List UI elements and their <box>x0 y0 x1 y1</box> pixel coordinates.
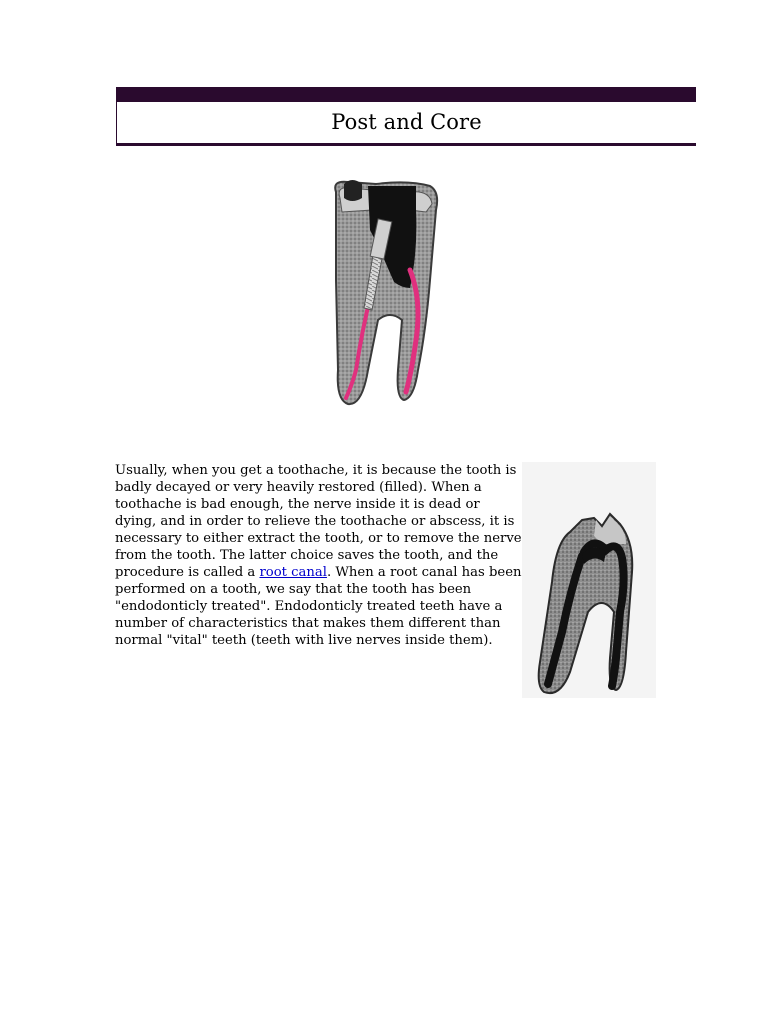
page-header <box>116 87 696 146</box>
paragraph-text-after-link: . When a root canal has been performed on a tooth, we say that the tooth has been "endodonticly treated". Endodonticly treated teeth have a number of characteristics that makes them different than normal "vital" teeth (teeth with live nerves inside them). <box>115 565 522 648</box>
body-paragraph <box>115 462 525 649</box>
tooth-nerve-cross-section-illustration <box>522 462 656 698</box>
tooth-post-core-illustration <box>318 170 442 410</box>
paragraph-text-before-link: Usually, when you get a toothache, it is because the tooth is badly decayed or very heavily restored (filled). When a toothache is bad enough, the nerve inside it is dead or dying, and in order to relieve the toothache or abscess, it is necessary to either extract the tooth, or to remove the nerve from the tooth. The latter choice saves the tooth, and the procedure is called a <box>115 463 522 580</box>
page-title: Post and Core <box>331 110 482 134</box>
header-bar <box>116 87 696 102</box>
root-canal-link[interactable]: root canal <box>259 565 327 580</box>
header-box <box>116 102 696 146</box>
